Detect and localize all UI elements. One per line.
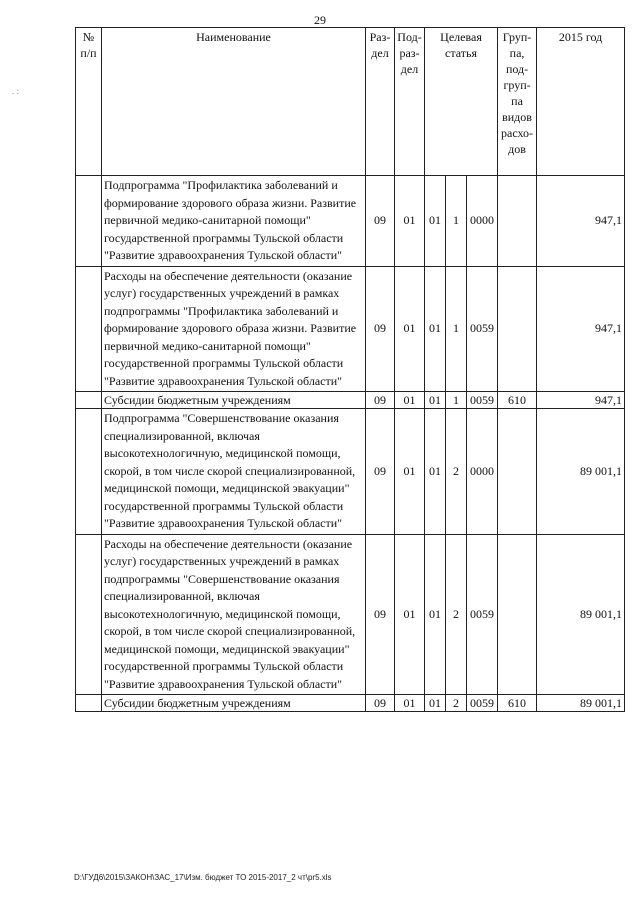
cell-razdel: 09 (366, 409, 395, 535)
cell-podrazdel: 01 (395, 392, 425, 409)
cell-target-2: 2 (446, 409, 467, 535)
cell-expense-group: 610 (498, 392, 537, 409)
cell-target-2: 2 (446, 695, 467, 712)
cell-num (76, 266, 102, 392)
cell-podrazdel: 01 (395, 176, 425, 267)
cell-amount: 947,1 (537, 266, 625, 392)
table-header-row (76, 28, 625, 176)
cell-razdel: 09 (366, 695, 395, 712)
cell-amount: 89 001,1 (537, 409, 625, 535)
cell-razdel: 09 (366, 392, 395, 409)
cell-target-1: 01 (425, 409, 446, 535)
cell-amount: 947,1 (537, 176, 625, 267)
cell-razdel: 09 (366, 176, 395, 267)
budget-table (75, 27, 625, 712)
cell-target-2: 1 (446, 176, 467, 267)
cell-target-3: 0059 (467, 266, 498, 392)
table-row (76, 176, 625, 267)
cell-num (76, 534, 102, 695)
file-path-footer: D:\ГУД6\2015\ЗАКОН\ЗАС_17\Изм. бюджет ТО 2015-2017_2 чт\pr5.xls (74, 873, 332, 882)
cell-target-3: 0059 (467, 534, 498, 695)
cell-target-2: 2 (446, 534, 467, 695)
table-row (76, 695, 625, 712)
cell-podrazdel: 01 (395, 695, 425, 712)
cell-num (76, 392, 102, 409)
cell-target-3: 0059 (467, 695, 498, 712)
cell-target-1: 01 (425, 695, 446, 712)
header-target-article: Целевая статья (425, 28, 498, 176)
header-year: 2015 год (537, 28, 625, 176)
header-expense-group: Груп-па, под-груп-па видов расхо-дов (498, 28, 537, 176)
header-num: № п/п (76, 28, 102, 176)
cell-target-1: 01 (425, 534, 446, 695)
cell-name: Подпрограмма "Совершенствование оказания специализированной, включая высокотехнологичную, медицинской помощи, скорой, в том числе скорой специализированной, медицинской помощи, медицинской эвакуации" государственной программы Тульской области "Развитие здравоохранения Тульской области" (102, 409, 366, 535)
cell-target-1: 01 (425, 392, 446, 409)
cell-name: Субсидии бюджетным учреждениям (102, 392, 366, 409)
table-row (76, 392, 625, 409)
table-row (76, 266, 625, 392)
table-body (76, 176, 625, 712)
cell-podrazdel: 01 (395, 266, 425, 392)
header-name: Наименование (102, 28, 366, 176)
cell-expense-group: 610 (498, 695, 537, 712)
cell-target-1: 01 (425, 176, 446, 267)
cell-amount: 89 001,1 (537, 695, 625, 712)
cell-amount: 947,1 (537, 392, 625, 409)
cell-expense-group (498, 266, 537, 392)
cell-razdel: 09 (366, 534, 395, 695)
cell-expense-group (498, 534, 537, 695)
cell-target-1: 01 (425, 266, 446, 392)
cell-target-2: 1 (446, 266, 467, 392)
cell-target-2: 1 (446, 392, 467, 409)
cell-num (76, 695, 102, 712)
table-row (76, 534, 625, 695)
cell-expense-group (498, 176, 537, 267)
cell-num (76, 176, 102, 267)
cell-target-3: 0000 (467, 409, 498, 535)
cell-podrazdel: 01 (395, 534, 425, 695)
cell-podrazdel: 01 (395, 409, 425, 535)
cell-target-3: 0059 (467, 392, 498, 409)
cell-target-3: 0000 (467, 176, 498, 267)
page-number: 29 (314, 13, 326, 27)
header-podrazdel: Под-раз-дел (395, 28, 425, 176)
cell-razdel: 09 (366, 266, 395, 392)
cell-num (76, 409, 102, 535)
cell-name: Подпрограмма "Профилактика заболеваний и формирование здорового образа жизни. Развитие первичной медико-санитарной помощи" государственной программы Тульской области "Развитие здравоохранения Тульской области" (102, 176, 366, 267)
cell-amount: 89 001,1 (537, 534, 625, 695)
header-razdel: Раз-дел (366, 28, 395, 176)
margin-mark: . : (12, 86, 20, 96)
cell-name: Субсидии бюджетным учреждениям (102, 695, 366, 712)
cell-name: Расходы на обеспечение деятельности (оказание услуг) государственных учреждений в рамках подпрограммы "Совершенствование оказания специализированной, включая высокотехнологичную, медицинской помощи, скорой, в том числе скорой специализированной, медицинской помощи, медицинской эвакуации" государственной программы Тульской области "Развитие здравоохранения Тульской области" (102, 534, 366, 695)
cell-expense-group (498, 409, 537, 535)
cell-name: Расходы на обеспечение деятельности (оказание услуг) государственных учреждений в рамках подпрограммы "Профилактика заболеваний и формирование здорового образа жизни. Развитие первичной медико-санитарной помощи" государственной программы Тульской области "Развитие здравоохранения Тульской области" (102, 266, 366, 392)
table-row (76, 409, 625, 535)
